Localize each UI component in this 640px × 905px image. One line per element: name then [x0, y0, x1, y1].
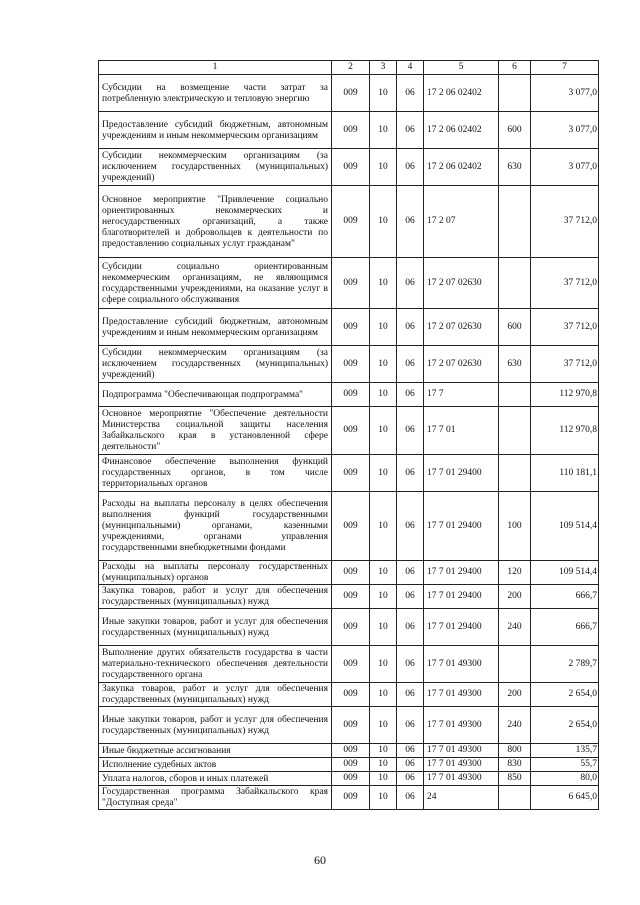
row-expense-type-cell	[499, 75, 531, 112]
row-name-cell: Закупка товаров, работ и услуг для обеспечения государственных (муниципальных) нужд	[99, 585, 332, 609]
row-name-cell: Подпрограмма "Обеспечивающая подпрограмма"	[99, 383, 332, 407]
table-row	[99, 149, 599, 186]
row-subsection-cell: 06	[397, 772, 424, 786]
row-target-article-cell: 17 7 01 29400	[424, 561, 499, 585]
row-subsection-cell: 06	[397, 683, 424, 707]
row-name-cell: Субсидии некоммерческим организациям (за исключением государственных (муниципальных) учреждений)	[99, 346, 332, 383]
row-code-cell: 009	[332, 346, 370, 383]
row-amount-cell: 2 654,0	[531, 683, 599, 707]
table-row	[99, 112, 599, 149]
row-code-cell: 009	[332, 407, 370, 455]
row-code-cell: 009	[332, 112, 370, 149]
row-code-cell: 009	[332, 455, 370, 492]
row-name-cell: Выполнение других обязательств государства в части материально-технического обеспечения деятельности государственного органа	[99, 646, 332, 683]
table-row	[99, 772, 599, 786]
row-amount-cell: 3 077,0	[531, 149, 599, 186]
row-amount-cell: 3 077,0	[531, 75, 599, 112]
row-amount-cell: 3 077,0	[531, 112, 599, 149]
row-section-cell: 10	[370, 186, 397, 258]
table-row	[99, 561, 599, 585]
row-subsection-cell: 06	[397, 309, 424, 346]
row-code-cell: 009	[332, 383, 370, 407]
row-expense-type-cell	[499, 258, 531, 309]
row-expense-type-cell: 120	[499, 561, 531, 585]
row-target-article-cell: 17 7 01 49300	[424, 646, 499, 683]
col-header-6: 6	[499, 61, 531, 75]
row-section-cell: 10	[370, 707, 397, 744]
row-subsection-cell: 06	[397, 75, 424, 112]
row-subsection-cell: 06	[397, 786, 424, 810]
row-target-article-cell: 17 7 01 49300	[424, 772, 499, 786]
row-name-cell: Закупка товаров, работ и услуг для обеспечения государственных (муниципальных) нужд	[99, 683, 332, 707]
row-target-article-cell: 17 7 01 29400	[424, 455, 499, 492]
row-code-cell: 009	[332, 758, 370, 772]
row-section-cell: 10	[370, 346, 397, 383]
row-section-cell: 10	[370, 383, 397, 407]
row-code-cell: 009	[332, 492, 370, 561]
row-subsection-cell: 06	[397, 492, 424, 561]
row-subsection-cell: 06	[397, 149, 424, 186]
row-code-cell: 009	[332, 258, 370, 309]
row-expense-type-cell	[499, 455, 531, 492]
row-name-cell: Основное мероприятие "Привлечение социально ориентированных некоммерческих и негосударственных организаций, а также благотворителей и добровольцев к деятельности по предоставлению социальных услуг гражданам"	[99, 186, 332, 258]
row-amount-cell: 37 712,0	[531, 309, 599, 346]
row-amount-cell: 109 514,4	[531, 492, 599, 561]
row-expense-type-cell	[499, 646, 531, 683]
table-row	[99, 585, 599, 609]
row-name-cell: Субсидии некоммерческим организациям (за исключением государственных (муниципальных) учреждений)	[99, 149, 332, 186]
row-amount-cell: 2 789,7	[531, 646, 599, 683]
col-header-1: 1	[99, 61, 332, 75]
row-code-cell: 009	[332, 75, 370, 112]
row-target-article-cell: 17 7 01 29400	[424, 585, 499, 609]
row-expense-type-cell: 240	[499, 707, 531, 744]
row-code-cell: 009	[332, 609, 370, 646]
row-target-article-cell: 17 7 01 49300	[424, 707, 499, 744]
page-number: 60	[314, 853, 326, 867]
row-section-cell: 10	[370, 492, 397, 561]
row-expense-type-cell	[499, 407, 531, 455]
row-code-cell: 009	[332, 744, 370, 758]
row-target-article-cell: 17 7 01 49300	[424, 683, 499, 707]
row-target-article-cell: 17 2 06 02402	[424, 112, 499, 149]
row-subsection-cell: 06	[397, 585, 424, 609]
table-row	[99, 75, 599, 112]
table-row	[99, 683, 599, 707]
row-target-article-cell: 17 7	[424, 383, 499, 407]
row-subsection-cell: 06	[397, 707, 424, 744]
table-row	[99, 455, 599, 492]
row-name-cell: Уплата налогов, сборов и иных платежей	[99, 772, 332, 786]
row-section-cell: 10	[370, 646, 397, 683]
row-subsection-cell: 06	[397, 758, 424, 772]
row-target-article-cell: 17 7 01 49300	[424, 744, 499, 758]
row-expense-type-cell: 200	[499, 585, 531, 609]
row-amount-cell: 666,7	[531, 585, 599, 609]
table-row	[99, 186, 599, 258]
row-amount-cell: 6 645,0	[531, 786, 599, 810]
row-amount-cell: 666,7	[531, 609, 599, 646]
table-row	[99, 646, 599, 683]
row-amount-cell: 55,7	[531, 758, 599, 772]
table-row	[99, 609, 599, 646]
row-amount-cell: 37 712,0	[531, 346, 599, 383]
row-section-cell: 10	[370, 609, 397, 646]
row-name-cell: Иные закупки товаров, работ и услуг для обеспечения государственных (муниципальных) нужд	[99, 707, 332, 744]
row-name-cell: Расходы на выплаты персоналу государственных (муниципальных) органов	[99, 561, 332, 585]
table-row	[99, 258, 599, 309]
col-header-3: 3	[370, 61, 397, 75]
row-target-article-cell: 17 2 07	[424, 186, 499, 258]
table-row	[99, 383, 599, 407]
row-name-cell: Субсидии на возмещение части затрат за потребленную электрическую и тепловую энергию	[99, 75, 332, 112]
table-row	[99, 758, 599, 772]
row-subsection-cell: 06	[397, 455, 424, 492]
row-code-cell: 009	[332, 646, 370, 683]
row-expense-type-cell: 630	[499, 149, 531, 186]
row-section-cell: 10	[370, 561, 397, 585]
row-name-cell: Субсидии социально ориентированным некоммерческим организациям, не являющимся государственными учреждениями, на оказание услуг в сфере социального обслуживания	[99, 258, 332, 309]
row-subsection-cell: 06	[397, 561, 424, 585]
row-section-cell: 10	[370, 112, 397, 149]
row-code-cell: 009	[332, 309, 370, 346]
row-target-article-cell: 17 7 01 29400	[424, 492, 499, 561]
row-target-article-cell: 17 2 07 02630	[424, 258, 499, 309]
row-section-cell: 10	[370, 758, 397, 772]
row-expense-type-cell: 200	[499, 683, 531, 707]
row-name-cell: Финансовое обеспечение выполнения функций государственных органов, в том числе территориальных органов	[99, 455, 332, 492]
header-row	[99, 61, 599, 75]
col-header-7: 7	[531, 61, 599, 75]
row-code-cell: 009	[332, 707, 370, 744]
row-code-cell: 009	[332, 561, 370, 585]
row-target-article-cell: 17 2 07 02630	[424, 309, 499, 346]
row-amount-cell: 80,0	[531, 772, 599, 786]
row-code-cell: 009	[332, 772, 370, 786]
row-target-article-cell: 17 7 01 29400	[424, 609, 499, 646]
row-amount-cell: 112 970,8	[531, 383, 599, 407]
row-expense-type-cell: 850	[499, 772, 531, 786]
row-subsection-cell: 06	[397, 383, 424, 407]
row-section-cell: 10	[370, 786, 397, 810]
row-amount-cell: 110 181,1	[531, 455, 599, 492]
row-expense-type-cell	[499, 383, 531, 407]
row-section-cell: 10	[370, 585, 397, 609]
row-target-article-cell: 17 7 01 49300	[424, 758, 499, 772]
row-amount-cell: 37 712,0	[531, 258, 599, 309]
row-target-article-cell: 17 7 01	[424, 407, 499, 455]
row-code-cell: 009	[332, 149, 370, 186]
row-name-cell: Иные закупки товаров, работ и услуг для обеспечения государственных (муниципальных) нужд	[99, 609, 332, 646]
row-expense-type-cell: 100	[499, 492, 531, 561]
row-section-cell: 10	[370, 309, 397, 346]
row-amount-cell: 2 654,0	[531, 707, 599, 744]
budget-table	[98, 60, 599, 810]
row-amount-cell: 37 712,0	[531, 186, 599, 258]
row-code-cell: 009	[332, 786, 370, 810]
table-row	[99, 707, 599, 744]
row-section-cell: 10	[370, 75, 397, 112]
row-name-cell: Расходы на выплаты персоналу в целях обеспечения выполнения функций государственными (муниципальными) органами, казенными учреждениями, органами управления государственными внебюджетными фондами	[99, 492, 332, 561]
row-name-cell: Предоставление субсидий бюджетным, автономным учреждениям и иным некоммерческим организациям	[99, 309, 332, 346]
table-row	[99, 786, 599, 810]
row-name-cell: Основное мероприятие "Обеспечение деятельности Министерства социальной защиты населения Забайкальского края в установленной сфере деятельности"	[99, 407, 332, 455]
row-subsection-cell: 06	[397, 112, 424, 149]
row-expense-type-cell	[499, 186, 531, 258]
row-target-article-cell: 24	[424, 786, 499, 810]
row-section-cell: 10	[370, 258, 397, 309]
row-subsection-cell: 06	[397, 407, 424, 455]
row-amount-cell: 135,7	[531, 744, 599, 758]
row-expense-type-cell: 630	[499, 346, 531, 383]
row-expense-type-cell: 600	[499, 309, 531, 346]
row-subsection-cell: 06	[397, 744, 424, 758]
row-section-cell: 10	[370, 772, 397, 786]
row-section-cell: 10	[370, 407, 397, 455]
row-code-cell: 009	[332, 683, 370, 707]
row-code-cell: 009	[332, 186, 370, 258]
row-target-article-cell: 17 2 06 02402	[424, 149, 499, 186]
row-subsection-cell: 06	[397, 258, 424, 309]
row-section-cell: 10	[370, 455, 397, 492]
row-expense-type-cell: 240	[499, 609, 531, 646]
row-section-cell: 10	[370, 149, 397, 186]
row-expense-type-cell: 830	[499, 758, 531, 772]
row-amount-cell: 112 970,8	[531, 407, 599, 455]
table-row	[99, 492, 599, 561]
col-header-4: 4	[397, 61, 424, 75]
row-expense-type-cell	[499, 786, 531, 810]
table-row	[99, 309, 599, 346]
col-header-2: 2	[332, 61, 370, 75]
row-section-cell: 10	[370, 683, 397, 707]
row-subsection-cell: 06	[397, 346, 424, 383]
table-row	[99, 744, 599, 758]
row-target-article-cell: 17 2 06 02402	[424, 75, 499, 112]
row-name-cell: Государственная программа Забайкальского края "Доступная среда"	[99, 786, 332, 810]
col-header-5: 5	[424, 61, 499, 75]
row-target-article-cell: 17 2 07 02630	[424, 346, 499, 383]
row-subsection-cell: 06	[397, 186, 424, 258]
row-amount-cell: 109 514,4	[531, 561, 599, 585]
row-name-cell: Иные бюджетные ассигнования	[99, 744, 332, 758]
row-name-cell: Исполнение судебных актов	[99, 758, 332, 772]
table-row	[99, 346, 599, 383]
row-subsection-cell: 06	[397, 609, 424, 646]
row-expense-type-cell: 800	[499, 744, 531, 758]
row-section-cell: 10	[370, 744, 397, 758]
table-row	[99, 407, 599, 455]
row-subsection-cell: 06	[397, 646, 424, 683]
row-name-cell: Предоставление субсидий бюджетным, автономным учреждениям и иным некоммерческим организациям	[99, 112, 332, 149]
row-code-cell: 009	[332, 585, 370, 609]
row-expense-type-cell: 600	[499, 112, 531, 149]
